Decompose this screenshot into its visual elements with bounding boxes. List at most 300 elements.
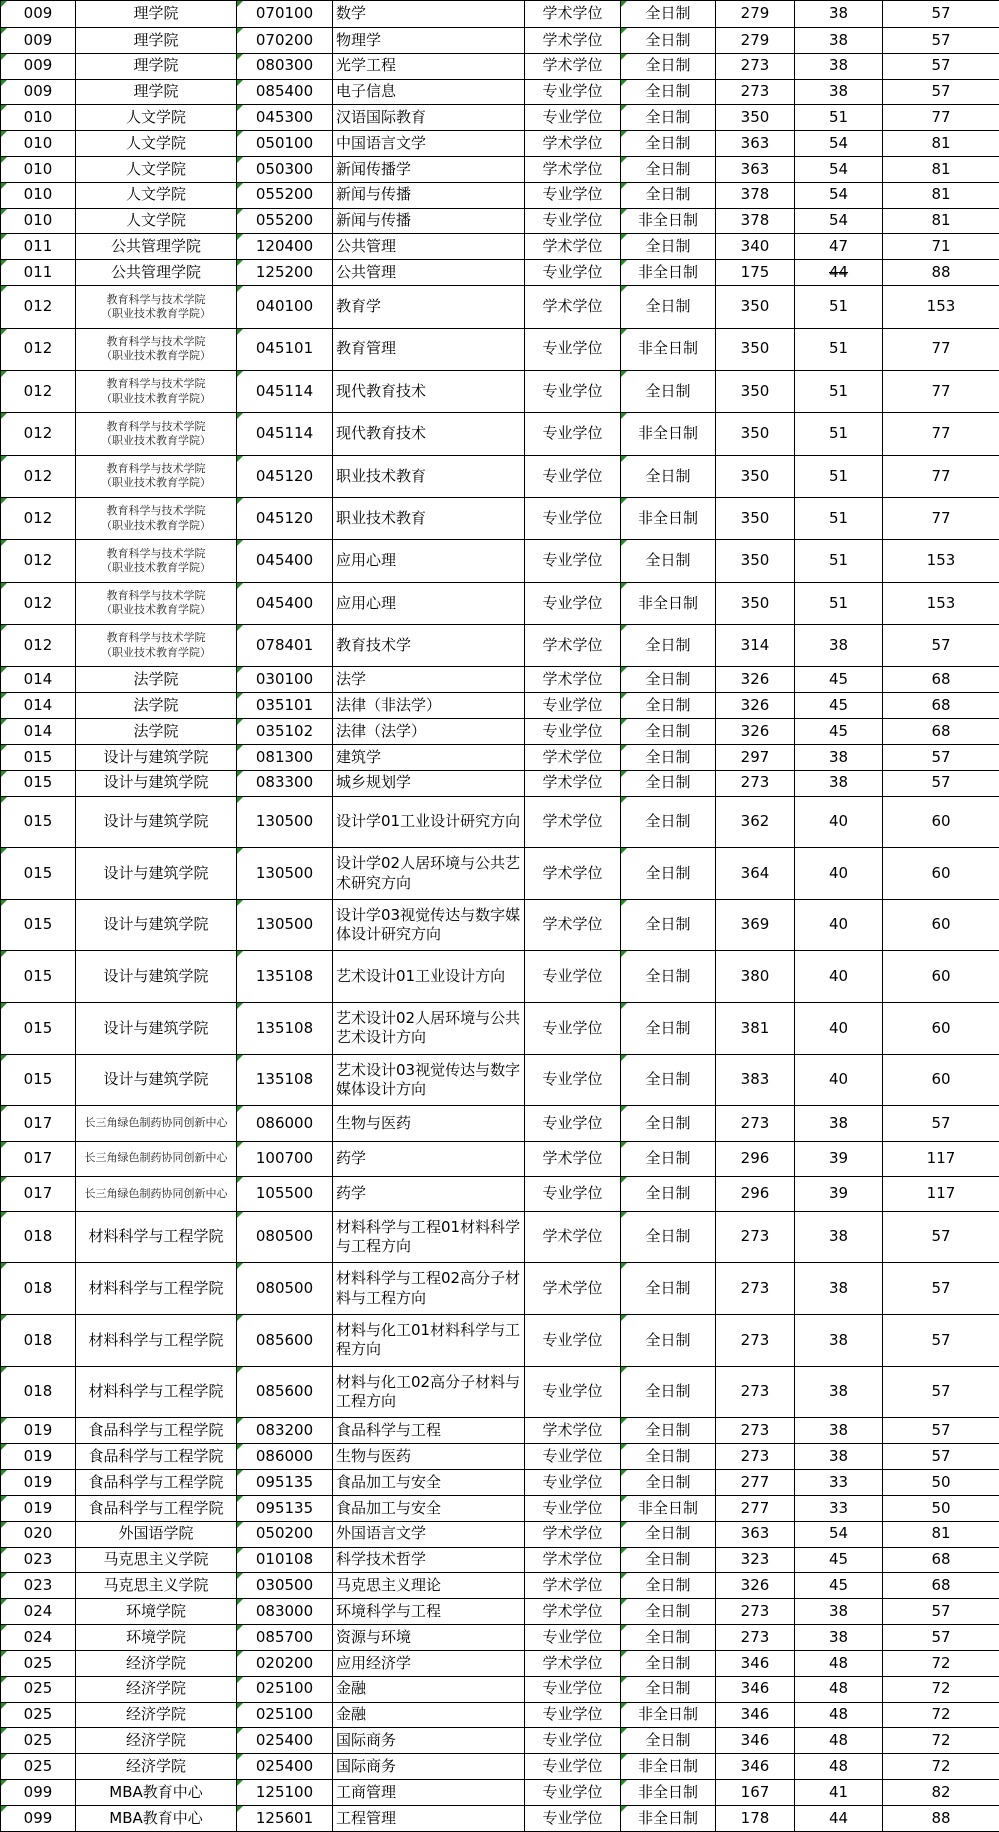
- major-name-cell: 建筑学: [333, 744, 525, 770]
- major-code-cell: 135108: [237, 1054, 333, 1106]
- table-row: [1, 157, 999, 183]
- college-name-cell: 经济学院: [76, 1650, 237, 1676]
- major-code-cell: 045300: [237, 105, 333, 131]
- degree-type-cell: 专业学位: [525, 370, 621, 412]
- college-code-cell: 025: [1, 1650, 76, 1676]
- study-mode-cell: 全日制: [621, 744, 716, 770]
- college-code-cell: 010: [1, 208, 76, 234]
- degree-type-cell: 学术学位: [525, 286, 621, 328]
- college-name-cell: 外国语学院: [76, 1521, 237, 1547]
- total-score-cell: 273: [716, 53, 795, 79]
- single-subject-over100-cell: 57: [883, 1599, 999, 1625]
- degree-type-cell: 学术学位: [525, 770, 621, 796]
- college-code-cell: 014: [1, 693, 76, 719]
- single-subject-over100-cell: 57: [883, 1366, 999, 1418]
- major-code-cell: 083300: [237, 770, 333, 796]
- major-name-cell: 城乡规划学: [333, 770, 525, 796]
- college-code-cell: 012: [1, 497, 76, 539]
- study-mode-cell: 全日制: [621, 796, 716, 848]
- table-row: [1, 1444, 999, 1470]
- major-code-cell: 130500: [237, 796, 333, 848]
- college-name-cell: 人文学院: [76, 131, 237, 157]
- total-score-cell: 350: [716, 582, 795, 624]
- total-score-cell: 273: [716, 1106, 795, 1141]
- degree-type-cell: 专业学位: [525, 719, 621, 745]
- single-subject-100-cell: 38: [795, 1418, 883, 1444]
- table-row: [1, 770, 999, 796]
- major-name-cell: 设计学03视觉传达与数字媒体设计研究方向: [333, 899, 525, 951]
- degree-type-cell: 专业学位: [525, 1106, 621, 1141]
- college-name-cell: 设计与建筑学院: [76, 951, 237, 1003]
- college-code-cell: 014: [1, 667, 76, 693]
- single-subject-over100-cell: 57: [883, 27, 999, 53]
- table-row: [1, 1470, 999, 1496]
- total-score-cell: 350: [716, 286, 795, 328]
- study-mode-cell: 非全日制: [621, 1805, 716, 1831]
- major-code-cell: 050100: [237, 131, 333, 157]
- degree-type-cell: 学术学位: [525, 796, 621, 848]
- table-row: [1, 1106, 999, 1141]
- degree-type-cell: 专业学位: [525, 497, 621, 539]
- major-name-cell: 艺术设计02人居环境与公共艺术设计方向: [333, 1003, 525, 1055]
- study-mode-cell: 全日制: [621, 27, 716, 53]
- degree-type-cell: 学术学位: [525, 1573, 621, 1599]
- single-subject-over100-cell: 72: [883, 1676, 999, 1702]
- study-mode-cell: 全日制: [621, 79, 716, 105]
- major-name-cell: 电子信息: [333, 79, 525, 105]
- table-body: [1, 1, 999, 1832]
- college-name-cell: 经济学院: [76, 1702, 237, 1728]
- major-code-cell: 086000: [237, 1106, 333, 1141]
- college-name-cell: 经济学院: [76, 1754, 237, 1780]
- total-score-cell: 350: [716, 497, 795, 539]
- single-subject-100-cell: 39: [795, 1141, 883, 1176]
- study-mode-cell: 全日制: [621, 1599, 716, 1625]
- degree-type-cell: 专业学位: [525, 79, 621, 105]
- college-code-cell: 025: [1, 1702, 76, 1728]
- total-score-cell: 296: [716, 1176, 795, 1211]
- college-code-cell: 012: [1, 455, 76, 497]
- degree-type-cell: 专业学位: [525, 260, 621, 286]
- college-code-cell: 009: [1, 1, 76, 28]
- major-name-cell: 新闻传播学: [333, 157, 525, 183]
- degree-type-cell: 专业学位: [525, 540, 621, 582]
- college-name-cell: 马克思主义学院: [76, 1547, 237, 1573]
- degree-type-cell: 专业学位: [525, 455, 621, 497]
- table-row: [1, 131, 999, 157]
- degree-type-cell: 专业学位: [525, 1054, 621, 1106]
- major-code-cell: 085600: [237, 1315, 333, 1367]
- major-name-cell: 药学: [333, 1176, 525, 1211]
- table-row: [1, 1547, 999, 1573]
- degree-type-cell: 学术学位: [525, 1547, 621, 1573]
- degree-type-cell: 学术学位: [525, 27, 621, 53]
- college-code-cell: 014: [1, 719, 76, 745]
- college-name-cell: 食品科学与工程学院: [76, 1495, 237, 1521]
- single-subject-100-cell: 48: [795, 1676, 883, 1702]
- major-code-cell: 085600: [237, 1366, 333, 1418]
- major-name-cell: 食品加工与安全: [333, 1495, 525, 1521]
- single-subject-over100-cell: 72: [883, 1728, 999, 1754]
- degree-type-cell: 专业学位: [525, 1470, 621, 1496]
- table-row: [1, 1599, 999, 1625]
- total-score-cell: 350: [716, 328, 795, 370]
- single-subject-over100-cell: 57: [883, 1106, 999, 1141]
- single-subject-100-cell: 54: [795, 1521, 883, 1547]
- degree-type-cell: 学术学位: [525, 899, 621, 951]
- degree-type-cell: 专业学位: [525, 1315, 621, 1367]
- college-name-cell: 教育科学与技术学院 （职业技术教育学院）: [76, 582, 237, 624]
- total-score-cell: 273: [716, 1263, 795, 1315]
- college-code-cell: 015: [1, 951, 76, 1003]
- table-row: [1, 951, 999, 1003]
- college-code-cell: 020: [1, 1521, 76, 1547]
- total-score-cell: 323: [716, 1547, 795, 1573]
- single-subject-over100-cell: 57: [883, 79, 999, 105]
- total-score-cell: 326: [716, 1573, 795, 1599]
- major-code-cell: 040100: [237, 286, 333, 328]
- single-subject-over100-cell: 82: [883, 1780, 999, 1806]
- major-name-cell: 药学: [333, 1141, 525, 1176]
- major-code-cell: 080500: [237, 1211, 333, 1263]
- table-row: [1, 1141, 999, 1176]
- college-code-cell: 099: [1, 1805, 76, 1831]
- study-mode-cell: 全日制: [621, 286, 716, 328]
- total-score-cell: 346: [716, 1754, 795, 1780]
- college-code-cell: 015: [1, 770, 76, 796]
- major-code-cell: 010108: [237, 1547, 333, 1573]
- degree-type-cell: 专业学位: [525, 582, 621, 624]
- total-score-cell: 350: [716, 370, 795, 412]
- single-subject-100-cell: 51: [795, 582, 883, 624]
- major-code-cell: 135108: [237, 1003, 333, 1055]
- single-subject-over100-cell: 60: [883, 796, 999, 848]
- college-code-cell: 017: [1, 1106, 76, 1141]
- table-row: [1, 1754, 999, 1780]
- degree-type-cell: 专业学位: [525, 1702, 621, 1728]
- total-score-cell: 273: [716, 770, 795, 796]
- study-mode-cell: 全日制: [621, 1003, 716, 1055]
- degree-type-cell: 学术学位: [525, 1650, 621, 1676]
- single-subject-over100-cell: 57: [883, 1, 999, 28]
- single-subject-over100-cell: 57: [883, 1263, 999, 1315]
- table-row: [1, 53, 999, 79]
- degree-type-cell: 学术学位: [525, 1263, 621, 1315]
- single-subject-100-cell: 40: [795, 796, 883, 848]
- table-row: [1, 27, 999, 53]
- college-name-cell: 食品科学与工程学院: [76, 1418, 237, 1444]
- degree-type-cell: 专业学位: [525, 413, 621, 455]
- college-code-cell: 017: [1, 1176, 76, 1211]
- college-name-cell: 马克思主义学院: [76, 1573, 237, 1599]
- total-score-cell: 363: [716, 157, 795, 183]
- total-score-cell: 350: [716, 105, 795, 131]
- college-name-cell: 法学院: [76, 719, 237, 745]
- total-score-cell: 273: [716, 1444, 795, 1470]
- single-subject-100-cell: 38: [795, 53, 883, 79]
- single-subject-100-cell: 48: [795, 1754, 883, 1780]
- table-row: [1, 1728, 999, 1754]
- major-code-cell: 135108: [237, 951, 333, 1003]
- single-subject-100-cell: 51: [795, 455, 883, 497]
- degree-type-cell: 专业学位: [525, 105, 621, 131]
- study-mode-cell: 全日制: [621, 182, 716, 208]
- college-name-cell: 人文学院: [76, 208, 237, 234]
- total-score-cell: 277: [716, 1495, 795, 1521]
- table-row: [1, 328, 999, 370]
- college-code-cell: 018: [1, 1211, 76, 1263]
- study-mode-cell: 非全日制: [621, 1495, 716, 1521]
- major-code-cell: 025400: [237, 1754, 333, 1780]
- single-subject-100-cell: 41: [795, 1780, 883, 1806]
- table-row: [1, 497, 999, 539]
- major-code-cell: 070100: [237, 1, 333, 28]
- single-subject-100-cell: 51: [795, 497, 883, 539]
- degree-type-cell: 专业学位: [525, 1444, 621, 1470]
- single-subject-over100-cell: 60: [883, 1003, 999, 1055]
- single-subject-over100-cell: 57: [883, 1315, 999, 1367]
- college-name-cell: 理学院: [76, 27, 237, 53]
- table-row: [1, 1418, 999, 1444]
- major-code-cell: 045120: [237, 455, 333, 497]
- single-subject-100-cell: 48: [795, 1650, 883, 1676]
- college-code-cell: 011: [1, 260, 76, 286]
- study-mode-cell: 全日制: [621, 1444, 716, 1470]
- single-subject-100-cell: 39: [795, 1176, 883, 1211]
- single-subject-100-cell: 38: [795, 1366, 883, 1418]
- single-subject-100-cell: 47: [795, 234, 883, 260]
- single-subject-over100-cell: 50: [883, 1495, 999, 1521]
- degree-type-cell: 学术学位: [525, 1521, 621, 1547]
- single-subject-over100-cell: 68: [883, 719, 999, 745]
- degree-type-cell: 专业学位: [525, 1728, 621, 1754]
- major-code-cell: 080300: [237, 53, 333, 79]
- table-row: [1, 260, 999, 286]
- single-subject-over100-cell: 50: [883, 1470, 999, 1496]
- college-code-cell: 012: [1, 413, 76, 455]
- major-code-cell: 085400: [237, 79, 333, 105]
- study-mode-cell: 全日制: [621, 1211, 716, 1263]
- single-subject-100-cell: 48: [795, 1728, 883, 1754]
- college-code-cell: 012: [1, 286, 76, 328]
- college-code-cell: 018: [1, 1263, 76, 1315]
- college-name-cell: 长三角绿色制药协同创新中心: [76, 1141, 237, 1176]
- study-mode-cell: 全日制: [621, 1728, 716, 1754]
- single-subject-100-cell: 38: [795, 1315, 883, 1367]
- major-name-cell: 数学: [333, 1, 525, 28]
- single-subject-over100-cell: 81: [883, 131, 999, 157]
- total-score-cell: 346: [716, 1702, 795, 1728]
- study-mode-cell: 全日制: [621, 770, 716, 796]
- major-name-cell: 法律（非法学）: [333, 693, 525, 719]
- college-code-cell: 009: [1, 53, 76, 79]
- single-subject-100-cell: 40: [795, 1054, 883, 1106]
- total-score-cell: 350: [716, 455, 795, 497]
- major-name-cell: 资源与环境: [333, 1625, 525, 1651]
- major-code-cell: 025400: [237, 1728, 333, 1754]
- degree-type-cell: 学术学位: [525, 667, 621, 693]
- table-row: [1, 796, 999, 848]
- major-code-cell: 095135: [237, 1495, 333, 1521]
- major-code-cell: 045114: [237, 413, 333, 455]
- total-score-cell: 362: [716, 796, 795, 848]
- major-code-cell: 086000: [237, 1444, 333, 1470]
- college-code-cell: 023: [1, 1547, 76, 1573]
- single-subject-100-cell: 48: [795, 1702, 883, 1728]
- college-name-cell: 设计与建筑学院: [76, 899, 237, 951]
- degree-type-cell: 专业学位: [525, 1780, 621, 1806]
- table-row: [1, 105, 999, 131]
- major-code-cell: 130500: [237, 899, 333, 951]
- total-score-cell: 273: [716, 1599, 795, 1625]
- table-row: [1, 79, 999, 105]
- single-subject-over100-cell: 57: [883, 1418, 999, 1444]
- total-score-cell: 369: [716, 899, 795, 951]
- study-mode-cell: 全日制: [621, 719, 716, 745]
- single-subject-100-cell: 51: [795, 370, 883, 412]
- college-code-cell: 025: [1, 1676, 76, 1702]
- major-code-cell: 050300: [237, 157, 333, 183]
- college-name-cell: 长三角绿色制药协同创新中心: [76, 1106, 237, 1141]
- table-row: [1, 582, 999, 624]
- total-score-cell: 296: [716, 1141, 795, 1176]
- total-score-cell: 277: [716, 1470, 795, 1496]
- college-name-cell: 经济学院: [76, 1728, 237, 1754]
- college-name-cell: 教育科学与技术学院 （职业技术教育学院）: [76, 625, 237, 667]
- major-code-cell: 045400: [237, 582, 333, 624]
- single-subject-100-cell: 40: [795, 1003, 883, 1055]
- major-name-cell: 教育技术学: [333, 625, 525, 667]
- major-name-cell: 公共管理: [333, 234, 525, 260]
- total-score-cell: 178: [716, 1805, 795, 1831]
- major-name-cell: 金融: [333, 1702, 525, 1728]
- college-code-cell: 019: [1, 1444, 76, 1470]
- single-subject-over100-cell: 60: [883, 899, 999, 951]
- single-subject-over100-cell: 57: [883, 1625, 999, 1651]
- study-mode-cell: 全日制: [621, 1418, 716, 1444]
- single-subject-over100-cell: 60: [883, 1054, 999, 1106]
- table-row: [1, 1650, 999, 1676]
- major-code-cell: 083000: [237, 1599, 333, 1625]
- single-subject-100-cell: 40: [795, 848, 883, 900]
- college-name-cell: 环境学院: [76, 1625, 237, 1651]
- college-code-cell: 012: [1, 625, 76, 667]
- single-subject-100-cell: 51: [795, 286, 883, 328]
- single-subject-100-cell: 38: [795, 1263, 883, 1315]
- college-name-cell: 设计与建筑学院: [76, 796, 237, 848]
- total-score-cell: 314: [716, 625, 795, 667]
- single-subject-over100-cell: 60: [883, 848, 999, 900]
- single-subject-100-cell: 51: [795, 540, 883, 582]
- college-name-cell: 教育科学与技术学院 （职业技术教育学院）: [76, 286, 237, 328]
- degree-type-cell: 学术学位: [525, 625, 621, 667]
- table-row: [1, 1263, 999, 1315]
- single-subject-100-cell: 54: [795, 182, 883, 208]
- college-code-cell: 023: [1, 1573, 76, 1599]
- single-subject-100-cell: 38: [795, 27, 883, 53]
- degree-type-cell: 专业学位: [525, 693, 621, 719]
- table-row: [1, 208, 999, 234]
- major-code-cell: 020200: [237, 1650, 333, 1676]
- study-mode-cell: 全日制: [621, 1676, 716, 1702]
- college-name-cell: 法学院: [76, 667, 237, 693]
- study-mode-cell: 全日制: [621, 667, 716, 693]
- college-code-cell: 015: [1, 1003, 76, 1055]
- single-subject-100-cell: 51: [795, 328, 883, 370]
- major-code-cell: 055200: [237, 182, 333, 208]
- major-name-cell: 教育学: [333, 286, 525, 328]
- study-mode-cell: 全日制: [621, 1141, 716, 1176]
- table-row: [1, 1315, 999, 1367]
- total-score-cell: 273: [716, 79, 795, 105]
- major-name-cell: 金融: [333, 1676, 525, 1702]
- single-subject-over100-cell: 68: [883, 1573, 999, 1599]
- college-name-cell: 材料科学与工程学院: [76, 1263, 237, 1315]
- college-code-cell: 010: [1, 157, 76, 183]
- major-code-cell: 083200: [237, 1418, 333, 1444]
- major-code-cell: 030500: [237, 1573, 333, 1599]
- total-score-cell: 167: [716, 1780, 795, 1806]
- study-mode-cell: 非全日制: [621, 497, 716, 539]
- table-row: [1, 1805, 999, 1831]
- major-name-cell: 材料科学与工程02高分子材料与工程方向: [333, 1263, 525, 1315]
- college-code-cell: 024: [1, 1599, 76, 1625]
- single-subject-over100-cell: 60: [883, 951, 999, 1003]
- degree-type-cell: 学术学位: [525, 131, 621, 157]
- total-score-cell: 326: [716, 667, 795, 693]
- degree-type-cell: 学术学位: [525, 1418, 621, 1444]
- major-code-cell: 130500: [237, 848, 333, 900]
- college-code-cell: 015: [1, 796, 76, 848]
- single-subject-100-cell: 38: [795, 744, 883, 770]
- major-code-cell: 080500: [237, 1263, 333, 1315]
- major-name-cell: 法学: [333, 667, 525, 693]
- single-subject-100-cell: 38: [795, 1444, 883, 1470]
- major-name-cell: 法律（法学）: [333, 719, 525, 745]
- table-row: [1, 234, 999, 260]
- total-score-cell: 381: [716, 1003, 795, 1055]
- single-subject-over100-cell: 77: [883, 105, 999, 131]
- major-code-cell: 120400: [237, 234, 333, 260]
- study-mode-cell: 全日制: [621, 951, 716, 1003]
- college-name-cell: 设计与建筑学院: [76, 1003, 237, 1055]
- major-name-cell: 艺术设计01工业设计方向: [333, 951, 525, 1003]
- total-score-cell: 326: [716, 719, 795, 745]
- degree-type-cell: 学术学位: [525, 157, 621, 183]
- study-mode-cell: 全日制: [621, 1547, 716, 1573]
- study-mode-cell: 全日制: [621, 1106, 716, 1141]
- major-code-cell: 045400: [237, 540, 333, 582]
- degree-type-cell: 专业学位: [525, 328, 621, 370]
- degree-type-cell: 专业学位: [525, 182, 621, 208]
- table-row: [1, 848, 999, 900]
- college-code-cell: 025: [1, 1754, 76, 1780]
- college-code-cell: 012: [1, 370, 76, 412]
- major-name-cell: 新闻与传播: [333, 182, 525, 208]
- single-subject-over100-cell: 153: [883, 286, 999, 328]
- college-name-cell: 教育科学与技术学院 （职业技术教育学院）: [76, 540, 237, 582]
- college-name-cell: 设计与建筑学院: [76, 744, 237, 770]
- single-subject-100-cell: 45: [795, 1547, 883, 1573]
- total-score-cell: 326: [716, 693, 795, 719]
- college-name-cell: 设计与建筑学院: [76, 770, 237, 796]
- total-score-cell: 363: [716, 1521, 795, 1547]
- single-subject-over100-cell: 81: [883, 157, 999, 183]
- major-name-cell: 马克思主义理论: [333, 1573, 525, 1599]
- college-name-cell: 材料科学与工程学院: [76, 1211, 237, 1263]
- table-row: [1, 182, 999, 208]
- major-name-cell: 艺术设计03视觉传达与数字媒体设计方向: [333, 1054, 525, 1106]
